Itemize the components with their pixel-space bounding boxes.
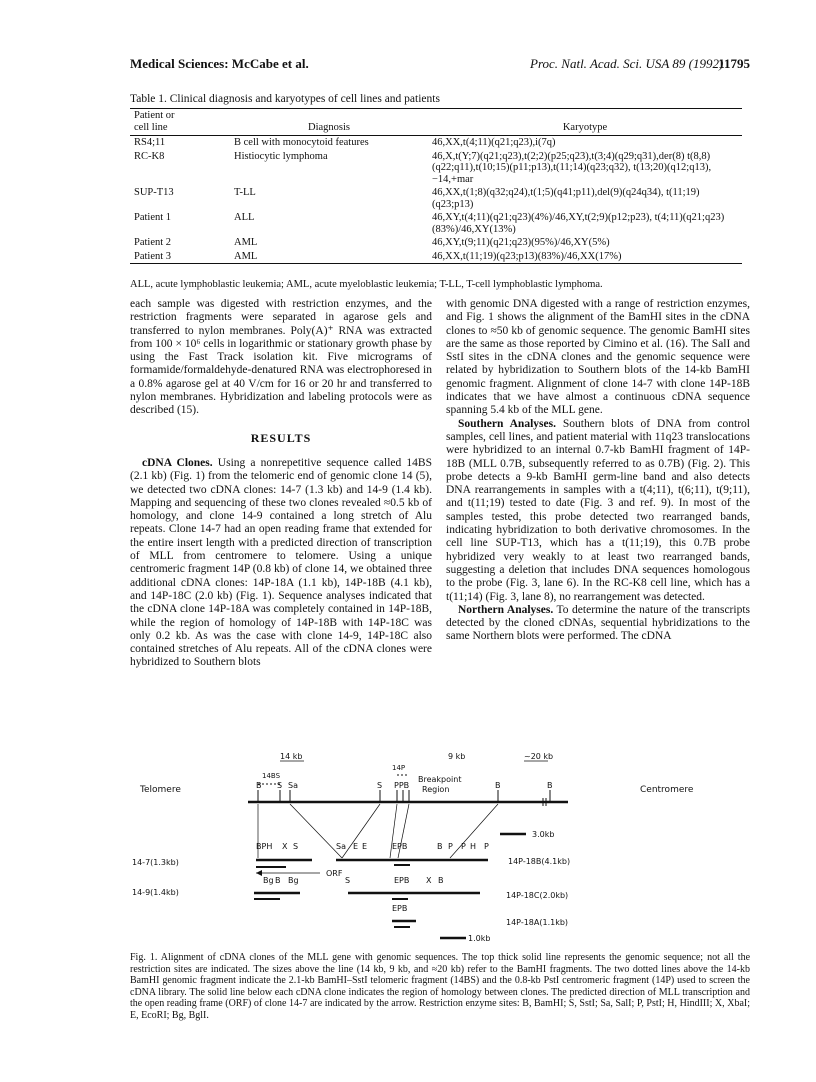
clone-14-7-label: 14-7(1.3kb) <box>132 858 179 867</box>
site-e: E <box>362 842 368 851</box>
page-number: 11795 <box>718 56 750 71</box>
clone-14-9-label: 14-9(1.4kb) <box>132 888 179 897</box>
right-column <box>446 298 750 644</box>
scale-3kb: 3.0kb <box>532 830 555 839</box>
figure-caption-label: Fig. 1. <box>130 952 158 963</box>
site-h: H <box>470 842 477 851</box>
site-p: P <box>461 842 466 851</box>
clone-18a-label: 14P-18A(1.1kb) <box>506 918 569 927</box>
northern-paragraph <box>446 604 750 644</box>
clone-18b-label: 14P-18B(4.1kb) <box>508 857 571 866</box>
breakpoint-label-2: Region <box>422 785 450 794</box>
header-diagnosis: Diagnosis <box>308 121 350 133</box>
cell-karyotype: 46,XY,t(4;11)(q21;q23)(4%)/46,XY,t(2;9)(p12;p23), t(4;11)(q21;q23)(83%)/46,XY(13%) <box>432 212 725 235</box>
figure-1-map <box>130 748 750 943</box>
table-row <box>130 186 742 211</box>
cell-karyotype: 46,XX,t(1;8)(q32;q24),t(1;5)(q41;p11),del(9)(q24q34), t(11;19)(q23;p13) <box>432 187 700 210</box>
site-bg: Bg <box>288 876 299 885</box>
clone-18c-label: 14P-18C(2.0kb) <box>506 891 569 900</box>
cell-diagnosis: B cell with monocytoid features <box>234 137 369 148</box>
southern-text: Southern blots of DNA from control samples, cell lines, and patient material with 11q23 translocations were hybridized to an internal 0.7-kb BamHI fragment of 14P-18B (MLL 0.7B, subsequently referred to as 0.7B) (Fig. 2). This probe detects a 9-kb BamHI germ-line band and also detects DNA rearrangements in samples with a t(4;11), t(6;11), t(9;11), and t(11;19) tested to date (Fig. 3 and ref. 9). In most of the samples tested, this probe detected two rearranged bands, indicating hybridization to both derivative chromosomes. In the cell line SUP-T13, which has a t(11;19), this 0.7B probe hybridized very weakly to at least two rearranged bands, suggesting a deletion that includes DNA sequences homologous to the probe (Fig. 3, lane 6). In the RC-K8 cell line, which has a t(11;14) (Fig. 3, lane 8), no rearrangement was detected. <box>446 417 751 603</box>
alignment-paragraph: with genomic DNA digested with a range of restriction enzymes, and Fig. 1 shows the alignment of the BamHI sites in the cDNA clones to ≈50 kb of genomic sequence. The genomic BamHI sites are the same as those reported by Cimino et al. (16). The SalI and SstI sites in the cDNA clones and the genomic sequence were related by hybridization to Southern blots of the 14-kb BamHI genomic fragment. Alignment of clone 14-7 with clone 14P-18B indicates that we have almost a continuous cDNA sequence spanning 5.4 kb of the MLL gene. <box>446 298 750 417</box>
breakpoint-label-1: Breakpoint <box>418 775 462 784</box>
cell-diagnosis: Histiocytic lymphoma <box>234 150 328 162</box>
cell-karyotype: 46,XX,t(4;11)(q21;q23),i(7q) <box>432 137 556 148</box>
cell-diagnosis: T-LL <box>234 187 256 198</box>
methods-paragraph: each sample was digested with restriction enzymes, and the restriction fragments were separated in agarose gels and transferred to nylon membranes. Poly(A)⁺ RNA was extracted from 100 × 10⁶ cells in logarithmic or stationary growth phase by using the Fast Track isolation kit. Five micrograms of formamide/formaldehyde-denatured RNA was electrophoresed in a 0.8% agarose gel at 40 V/cm for 16 or 20 hr and transferred to nylon membranes. Hybridization and labeling protocols were as described (15). <box>130 298 432 417</box>
site-b: B <box>437 842 443 851</box>
header-patient-l2: cell line <box>134 121 168 133</box>
scale-1kb: 1.0kb <box>468 934 491 943</box>
cell-diagnosis: AML <box>234 250 258 262</box>
header-patient-l1: Patient or <box>134 110 175 121</box>
site-x: X <box>282 842 288 851</box>
label-14kb: 14 kb <box>280 752 303 761</box>
site-s: S <box>345 876 351 885</box>
header-journal: Proc. Natl. Acad. Sci. USA 89 (1992) <box>530 56 724 71</box>
site-epb: EPB <box>392 904 408 913</box>
southern-title: Southern Analyses. <box>458 417 556 430</box>
figure-caption-text: Alignment of cDNA clones of the MLL gene with genomic sequences. The top thick solid line represents the genomic sequence; not all the restriction sites are indicated. The sizes above the line (14 kb, 9 kb, and ≈20 kb) refer to the BamHI fragments. The two dotted lines above the 14-kb BamHI genomic fragment indicate the 2.1-kb BamHI–SstI telomeric fragment (14BS) and the 0.8-kb PstI centromeric fragment (14P) used to screen the cDNA library. The solid line below each cDNA clone indicates the region of homology between clones. The predicted direction of MLL transcription and the open reading frame (ORF) of clone 14-7 are indicated by the arrow. Restriction enzyme sites: B, BamHI; S, SstI; Sa, SalI; P, PstI; H, HindIII; X, XbaI; E, EcoRI; Bg, BglI. <box>130 952 751 1021</box>
table-row <box>130 250 742 264</box>
northern-text: To determine the nature of the transcripts detected by the cloned cDNAs, sequential hybridizations to the same Northern blots were performed. The cDNA <box>446 603 750 643</box>
site-e: E <box>353 842 359 851</box>
header-section: Medical Sciences: McCabe et al. <box>130 56 309 71</box>
cell-karyotype: 46,X,t(Y;7)(q21;q23),t(2;2)(p25;q23),t(3;4)(q29;q31),der(8) t(8,8)(q22;q11),t(10;15)(p11;p13),t(11;14)(q23;q32), t(13;20)(q12;q13),−14,+mar <box>432 150 712 185</box>
site-b: B <box>495 781 501 790</box>
table-caption: Table 1. Clinical diagnosis and karyotypes of cell lines and patients <box>130 93 440 105</box>
table-header-row <box>130 109 742 136</box>
cell-diagnosis: AML <box>234 237 258 248</box>
site-bg: Bg <box>263 876 274 885</box>
site-s: S <box>277 781 283 790</box>
site-bph: BPH <box>256 842 273 851</box>
table-row <box>130 211 742 236</box>
table-row <box>130 150 742 187</box>
site-p: P <box>448 842 453 851</box>
cdna-text: Using a nonrepetitive sequence called 14BS (2.1 kb) (Fig. 1) from the telomeric end of genomic clone 14 (5), we detected two cDNA clones: 14-7 (1.3 kb) and 14-9 (1.4 kb). Mapping and sequencing of these two clones revealed ≈0.5 kb of homology, and clone 14-9 contained a long stretch of Alu repeats. Clone 14-7 had an open reading frame that extended for the entire insert length with a predicted direction of transcription of MLL from centromere to telomere. Using a unique centromeric fragment 14P (0.8 kb) of clone 14, we obtained three additional cDNA clones: 14P-18A (1.1 kb), 14P-18B (4.1 kb), and 14P-18C (2.0 kb) (Fig. 1). Sequence analyses indicated that the cDNA clone 14P-18A was completely contained in 14P-18B, while the region of homology of 14P-18B with 14P-18C was only 0.2 kb. As was the case with clone 14-9, 14P-18C also contained stretches of Alu repeats. All of the cDNA clones were hybridized to Southern blots <box>130 456 432 669</box>
left-column <box>130 298 432 670</box>
figure-caption <box>130 952 750 1021</box>
cell-id: Patient 3 <box>134 250 172 262</box>
site-s: S <box>377 781 383 790</box>
cell-id: Patient 2 <box>134 237 172 248</box>
site-b: B <box>256 781 262 790</box>
table-row <box>130 236 742 250</box>
cell-id: Patient 1 <box>134 212 172 223</box>
site-x: X <box>426 876 432 885</box>
label-14bs: 14BS <box>262 772 281 780</box>
site-ppb: PPB <box>394 781 410 790</box>
table-row <box>130 136 742 150</box>
cell-karyotype: 46,XX,t(11;19)(q23;p13)(83%)/46,XX(17%) <box>432 250 622 262</box>
site-b: B <box>275 876 281 885</box>
cell-karyotype: 46,XY,t(9;11)(q21;q23)(95%)/46,XY(5%) <box>432 237 610 248</box>
site-epb: EPB <box>394 876 410 885</box>
site-p: P <box>484 842 489 851</box>
cell-id: SUP-T13 <box>134 187 174 198</box>
telomere-label: Telomere <box>140 785 181 795</box>
results-heading: RESULTS <box>250 430 312 445</box>
header-karyotype: Karyotype <box>562 121 608 133</box>
southern-paragraph <box>446 418 750 604</box>
site-sa: Sa <box>336 842 346 851</box>
centromere-label: Centromere <box>640 785 694 795</box>
site-epb: EPB <box>392 842 408 851</box>
northern-title: Northern Analyses. <box>458 603 554 616</box>
site-b: B <box>547 781 553 790</box>
cell-id: RC-K8 <box>134 150 165 162</box>
site-s: S <box>293 842 299 851</box>
label-20kb: ~20 kb <box>524 752 554 761</box>
cell-diagnosis: ALL <box>234 212 255 223</box>
karyotype-table <box>130 108 742 264</box>
site-sa: Sa <box>288 781 298 790</box>
orf-label: ORF <box>326 869 343 878</box>
site-b: B <box>438 876 444 885</box>
cell-id: RS4;11 <box>134 137 166 148</box>
cdna-title: cDNA Clones. <box>142 456 213 469</box>
label-14p: 14P <box>392 764 406 772</box>
table-footnote: ALL, acute lymphoblastic leukemia; AML, acute myeloblastic leukemia; T-LL, T-cell lymphoblastic lymphoma. <box>130 279 603 290</box>
header-patient <box>130 109 230 136</box>
cdna-paragraph <box>130 457 432 670</box>
label-9kb: 9 kb <box>448 752 466 761</box>
